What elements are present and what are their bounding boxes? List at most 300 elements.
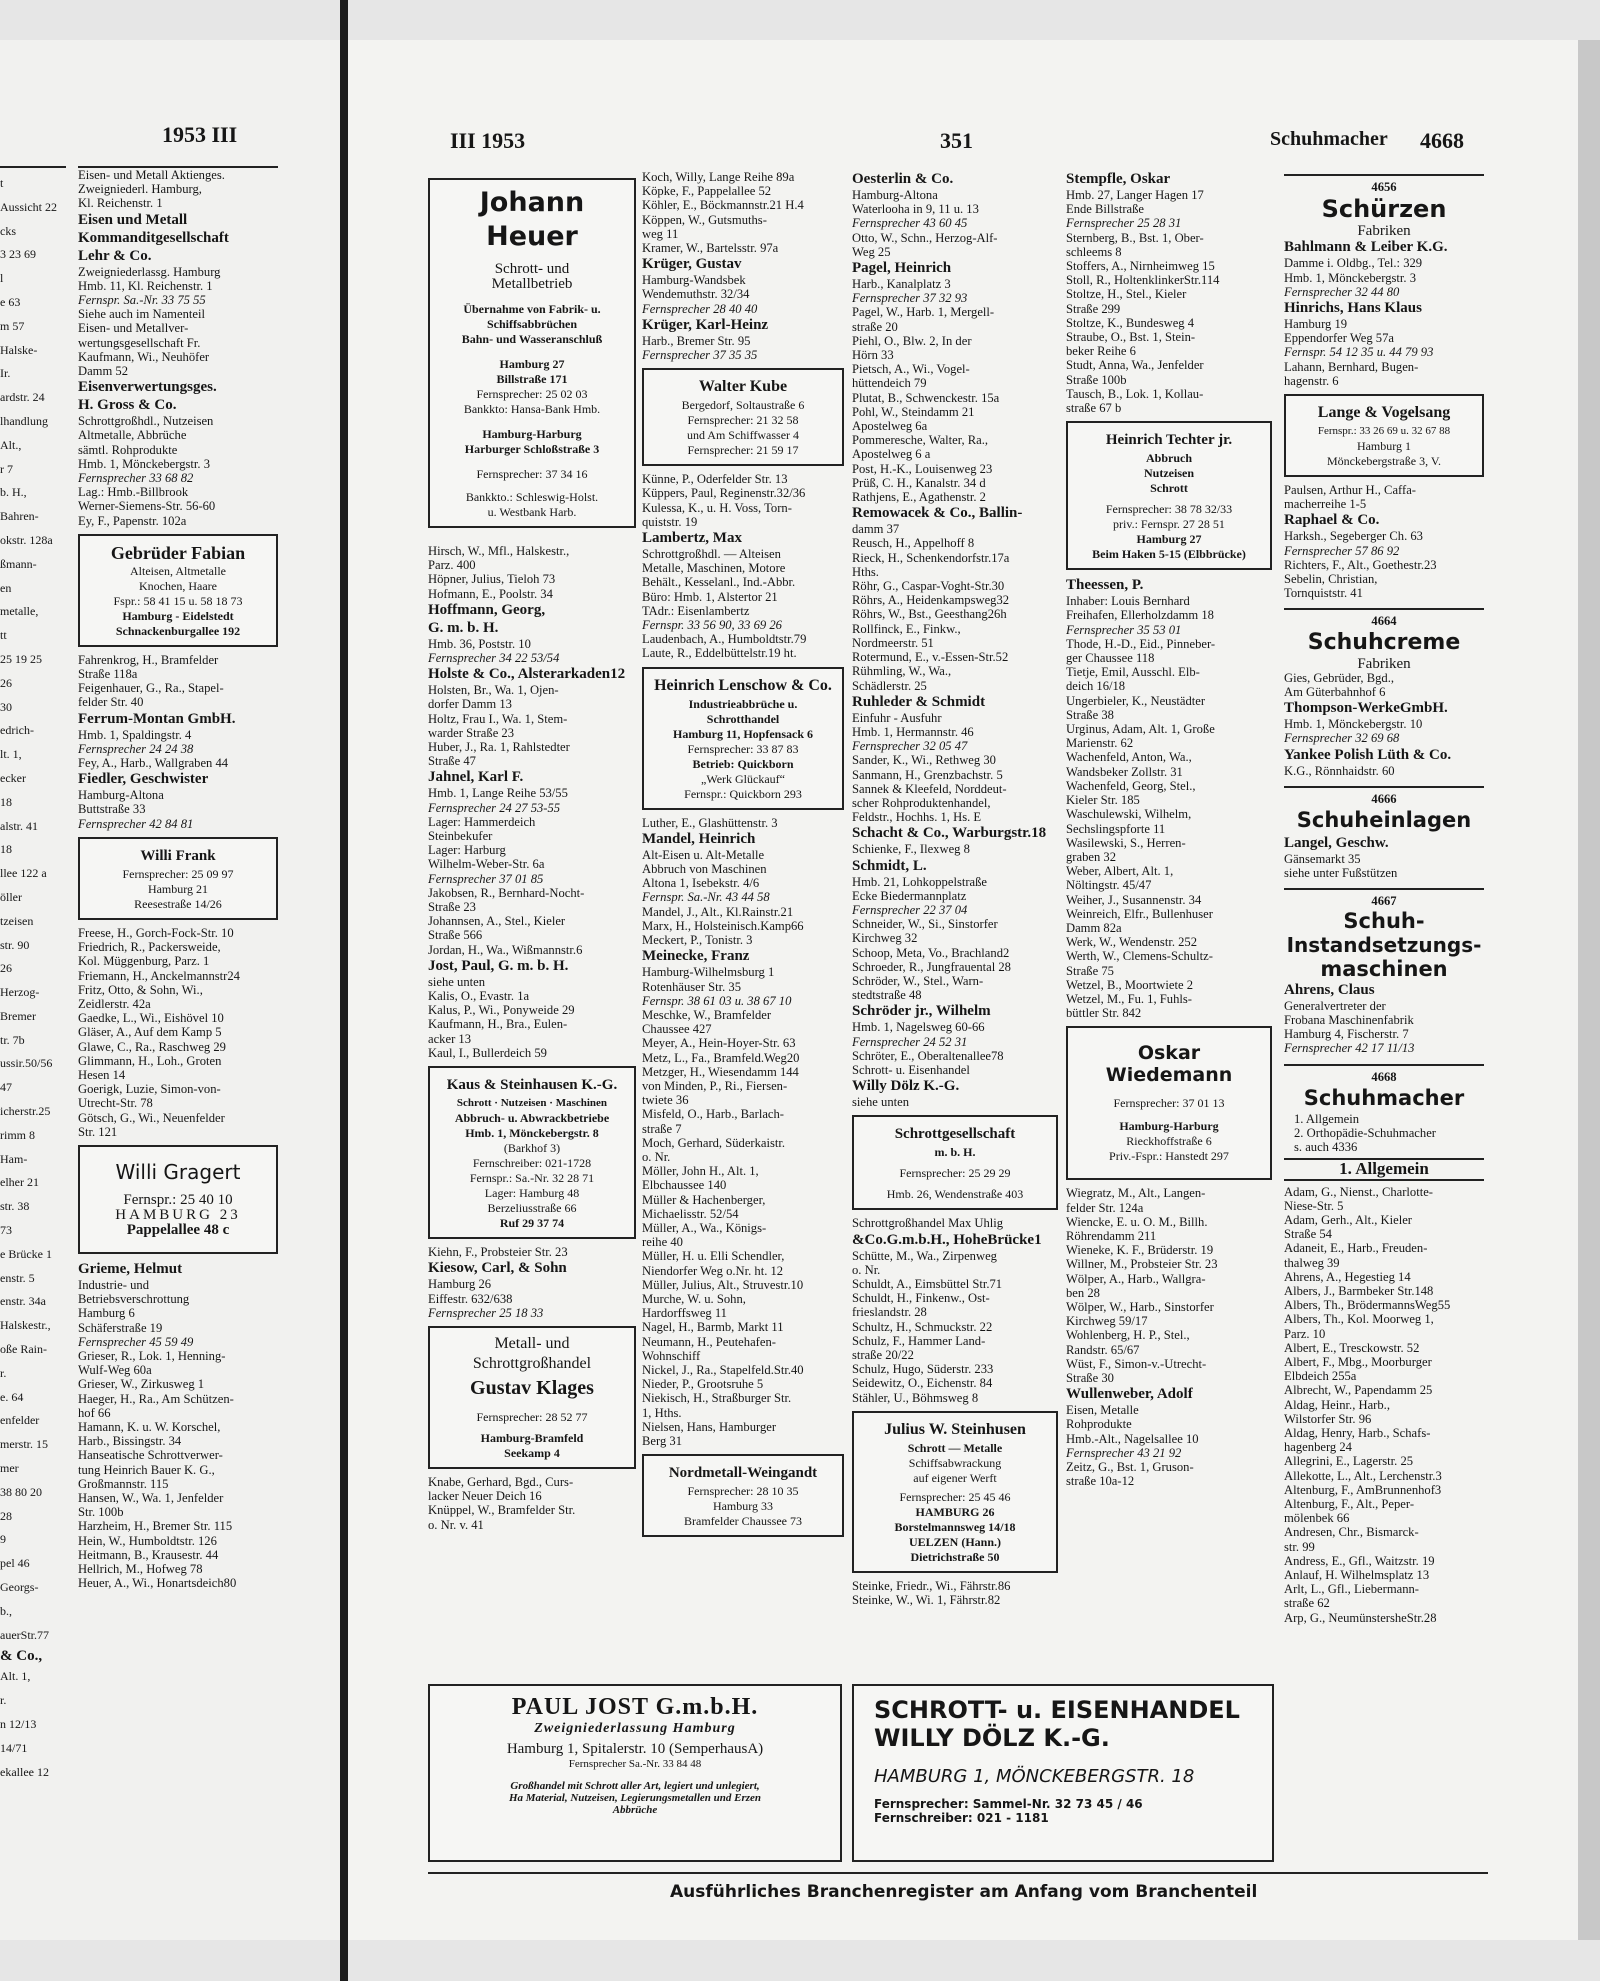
list-item: Gänsemarkt 35	[1284, 852, 1361, 867]
entry-list	[78, 926, 278, 1139]
list-item: Altenburg, F., Alt., Peper-	[1284, 1496, 1415, 1511]
list-item: Heuer, A., Wi., Honartsdeich80	[78, 1576, 237, 1591]
entry-list	[642, 170, 844, 362]
list-item: Meschke, W., Bramfelder	[642, 1007, 772, 1022]
list-item: Hansen, W., Wa. 1, Jenfelder	[78, 1490, 224, 1505]
list-item: Gaedke, L., Wi., Eishövel 10	[78, 1011, 224, 1026]
list-item: & Co.,	[0, 1648, 43, 1665]
list-item: Straße 47	[428, 754, 476, 769]
list-item: Fernspr. 54 12 35 u. 44 79 93	[1284, 345, 1434, 360]
list-item: Parz. 10	[1284, 1326, 1326, 1341]
list-item: Kirchweg 32	[852, 931, 918, 946]
list-item: Inhaber: Louis Bernhard	[1066, 594, 1190, 609]
list-item: r.	[0, 1365, 7, 1380]
list-item: str. 90	[0, 937, 30, 952]
list-item: Weber, Albert, Alt. 1,	[1066, 864, 1174, 879]
list-item: 2. Orthopädie-Schuhmacher	[1294, 1125, 1436, 1140]
list-item: felder Str. 124a	[1066, 1200, 1144, 1215]
list-item: Fernsprecher 32 69 68	[1284, 731, 1400, 746]
ad-johann-heuer: Johann Heuer Schrott- und Metallbetrieb Übernahme von Fabrik- u. Schiffsabbrüchen Bahn- und Wasseranschluß Hamburg 27 Billstraße 171 Fernsprecher: 25 02 03 Bankkto: Hansa-Bank Hmb. Hamburg-Harburg Harburger Schloßstraße 3 Fernsprecher: 37 34 16 Bankkto.: Schleswig-Holst. u. Westbank Harb.	[428, 178, 636, 528]
list-item: hagenberg 24	[1284, 1440, 1352, 1455]
list-item: Pagel, W., Harb. 1, Mergell-	[852, 305, 995, 320]
list-item: Bahlmann & Leiber K.G.	[1284, 239, 1448, 256]
list-item: Halskestr.,	[0, 1318, 51, 1333]
list-item: Tausch, B., Lok. 1, Kollau-	[1066, 386, 1204, 401]
list-item: Fernsprecher 45 59 49	[78, 1334, 194, 1349]
list-item: Rühmling, W., Wa.,	[852, 664, 952, 679]
list-item: Richters, F., Alt., Goethestr.23	[1284, 557, 1437, 572]
list-item: o. Nr. v. 41	[428, 1517, 484, 1532]
list-item: 14/71	[0, 1740, 28, 1755]
list-item: Mandel, J., Alt., Kl.Rainstr.21	[642, 904, 794, 919]
list-item: Hmb. 1, Mönckebergstr. 3	[1284, 270, 1416, 285]
list-item: Kaufmann, H., Bra., Eulen-	[428, 1017, 568, 1032]
entry-list	[78, 168, 278, 528]
list-item: Plutat, B., Schwenckestr. 15a	[852, 390, 1000, 405]
list-item: 28	[0, 1508, 12, 1523]
list-item: Zweigniederlassg. Hamburg	[78, 264, 221, 279]
list-item: 47	[0, 1080, 12, 1095]
list-item: Schäferstraße 19	[78, 1320, 163, 1335]
list-item: Röhrs, W., Bst., Geesthang26h	[852, 607, 1007, 622]
list-item: Hein, W., Humboldtstr. 126	[78, 1533, 217, 1548]
list-item: oße Rain-	[0, 1342, 47, 1357]
list-item: tung Heinrich Bauer K. G.,	[78, 1462, 215, 1477]
list-item: Albert, E., Tresckowstr. 52	[1284, 1340, 1420, 1355]
page-header-number: 4668	[1420, 128, 1464, 153]
list-item: Schrott- u. Eisenhandel	[852, 1062, 970, 1077]
list-item: sämtl. Rohprodukte	[78, 442, 178, 457]
list-item: Zeidlerstr. 42a	[78, 996, 151, 1011]
list-item: Pohl, W., Steindamm 21	[852, 404, 975, 419]
list-item: Fernspr. Sa.-Nr. 33 75 55	[78, 293, 206, 308]
list-item: Fernsprecher 24 24 38	[78, 741, 194, 756]
list-item: Eisen und Metall	[78, 211, 188, 228]
list-item: Sechslingspforte 11	[1066, 821, 1166, 836]
list-item: Ruhleder & Schmidt	[852, 693, 986, 710]
list-item: auerStr.77	[0, 1627, 49, 1642]
list-item: Arlt, L., Gfl., Liebermann-	[1284, 1582, 1419, 1597]
list-item: o. Nr.	[642, 1149, 671, 1164]
list-item: Lambertz, Max	[642, 530, 742, 547]
list-item: Schädlerstr. 25	[852, 678, 927, 693]
entry-list	[1284, 834, 1484, 880]
list-item: enstr. 34a	[0, 1294, 46, 1309]
list-item: Stoffers, A., Nirnheimweg 15	[1066, 259, 1215, 274]
left-column-entries	[78, 168, 278, 1868]
list-item: t	[0, 176, 4, 190]
list-item: Fernsprecher 28 40 40	[642, 301, 758, 316]
list-item: Buttstraße 33	[78, 802, 146, 817]
list-item: TAdr.: Eisenlambertz	[642, 603, 750, 618]
entry-list	[1284, 671, 1484, 778]
list-item: llee 122 a	[0, 866, 47, 881]
list-item: Aldag, Henry, Harb., Schafs-	[1284, 1425, 1431, 1440]
list-item: Glimmann, H., Loh., Groten	[78, 1053, 222, 1068]
list-item: dorfer Damm 13	[428, 697, 512, 712]
list-item: Fernspr. 33 56 90, 33 69 26	[642, 618, 782, 633]
ad-walter-kube: Walter Kube Bergedorf, Soltaustraße 6 Fernsprecher: 21 32 58 und Am Schiffwasser 4 Fernsprecher: 21 59 17	[642, 368, 844, 466]
list-item: Straße 118a	[78, 667, 138, 682]
list-item: Elbdeich 255a	[1284, 1369, 1357, 1384]
list-item: Jakobsen, R., Bernhard-Nocht-	[428, 885, 585, 900]
list-item: Nöltingstr. 45/47	[1066, 878, 1152, 893]
list-item: Kommanditgesellschaft	[78, 229, 229, 246]
list-item: Stoltze, K., Bundesweg 4	[1066, 315, 1195, 330]
list-item: Hmb. 1, Mönckebergstr. 10	[1284, 717, 1423, 732]
list-item: Friemann, H., Anckelmannstr24	[78, 968, 240, 983]
list-item: Metz, L., Fa., Bramfeld.Weg20	[642, 1050, 800, 1065]
list-item: Götsch, G., Wi., Neuenfelder	[78, 1110, 225, 1125]
list-item: okstr. 128a	[0, 532, 53, 547]
list-item: Neumann, H., Peutehafen-	[642, 1334, 776, 1349]
list-item: Aldag, Heinr., Harb.,	[1284, 1397, 1390, 1412]
column-4	[642, 170, 844, 1670]
ad-gebrueder-fabian: Gebrüder Fabian Alteisen, Altmetalle Knochen, Haare Fspr.: 58 41 15 u. 58 18 73 Hamburg - Eidelstedt Schnackenburgallee 192	[78, 534, 278, 647]
list-item: Fernspr. Sa.-Nr. 43 44 58	[642, 890, 770, 905]
ad-gustav-klages: Metall- und Schrottgroßhandel Gustav Klages Fernsprecher: 28 52 77 Hamburg-Bramfeld Seekamp 4	[428, 1326, 636, 1469]
list-item: e 63	[0, 294, 21, 309]
list-item: Thompson-WerkeGmbH.	[1284, 700, 1448, 717]
list-item: Grieme, Helmut	[78, 1260, 183, 1277]
list-item: &Co.G.m.b.H., HoheBrücke1	[852, 1231, 1042, 1248]
section-title: Schuhmacher	[1303, 1085, 1465, 1110]
list-item: Meinecke, Franz	[642, 948, 750, 965]
list-item: Fritz, Otto, & Sohn, Wi.,	[78, 982, 203, 997]
list-item: 25 19 25	[0, 651, 42, 666]
list-item: ger Chaussee 118	[1066, 651, 1155, 666]
list-item: Gies, Gebrüder, Bgd.,	[1284, 670, 1395, 685]
list-item: Büro: Hmb. 1, Alstertor 21	[642, 589, 778, 604]
list-item: Straße 75	[1066, 963, 1114, 978]
list-item: Fernsprecher 37 01 85	[428, 871, 544, 886]
entry-list	[78, 653, 278, 831]
list-item: Elbchaussee 140	[642, 1178, 727, 1193]
section-title: Schuh-	[1343, 908, 1425, 933]
list-item: Rohprodukte	[1066, 1417, 1132, 1432]
entry-list	[852, 170, 1058, 1109]
list-item: Schrottgroßhandel Max Uhlig	[852, 1216, 1004, 1231]
list-item: Kalus, P., Wi., Ponyweide 29	[428, 1003, 575, 1018]
list-item: Straße 30	[1066, 1370, 1114, 1385]
list-item: Fernsprecher 42 17 11/13	[1284, 1041, 1415, 1056]
list-item: Parz. 400	[428, 558, 476, 573]
list-item: Meckert, P., Tonistr. 3	[642, 933, 753, 948]
list-item: mer	[0, 1461, 19, 1476]
entry-list	[852, 1579, 1058, 1607]
list-item: Str. 100b	[78, 1505, 124, 1520]
list-item: Post, H.-K., Louisenweg 23	[852, 461, 993, 476]
list-item: Harb., Bremer Str. 95	[642, 333, 751, 348]
list-item: Piehl, O., Blw. 2, In der	[852, 333, 972, 348]
list-item: Glawe, C., Ra., Raschweg 29	[78, 1039, 226, 1054]
list-item: Herzog-	[0, 985, 40, 1000]
list-item: tzeisen	[0, 913, 34, 928]
list-item: Randstr. 65/67	[1066, 1342, 1140, 1357]
list-item: deich 16/18	[1066, 679, 1126, 694]
list-item: ardstr. 24	[0, 390, 45, 405]
list-item: Hmb. 21, Lohkoppelstraße	[852, 874, 988, 889]
ad-willi-gragert: Willi Gragert Fernspr.: 25 40 10 HAMBURG 23 Pappelallee 48 c	[78, 1145, 278, 1254]
list-item: Raphael & Co.	[1284, 512, 1380, 529]
list-item: Reusch, H., Appelhoff 8	[852, 536, 975, 551]
list-item: siehe unten	[852, 1095, 910, 1110]
page-header-title: Schuhmacher	[1270, 128, 1388, 150]
list-item: Waterlooha in 9, 11 u. 13	[852, 202, 979, 217]
list-item: straße 67 b	[1066, 401, 1122, 416]
list-item: Rotenhäuser Str. 35	[642, 979, 741, 994]
list-item: macherreihe 1-5	[1284, 497, 1367, 512]
list-item: Adaneit, E., Harb., Freuden-	[1284, 1241, 1428, 1256]
entry-list	[1284, 1112, 1484, 1155]
list-item: Fernsprecher 33 68 82	[78, 471, 194, 486]
list-item: weg 11	[642, 226, 679, 241]
list-item: Berg 31	[642, 1434, 682, 1448]
list-item: Harzheim, H., Bremer Str. 115	[78, 1519, 233, 1534]
list-item: tr. 7b	[0, 1032, 25, 1047]
list-item: Alt.,	[0, 437, 22, 452]
list-item: Straße 38	[1066, 707, 1114, 722]
list-item: Schacht & Co., Warburgstr.18	[852, 825, 1047, 842]
list-item: Heitmann, B., Krausestr. 44	[78, 1547, 219, 1562]
list-item: lt. 1,	[0, 747, 22, 762]
list-item: Schneider, W., Si., Sinstorfer	[852, 917, 998, 932]
list-item: Allekotte, L., Alt., Lerchenstr.3	[1284, 1468, 1442, 1483]
list-item: Adam, Gerh., Alt., Kieler	[1284, 1212, 1413, 1227]
list-item: Behält., Kesselanl., Ind.-Abbr.	[642, 575, 796, 590]
list-item: Sternberg, B., Bst. 1, Ober-	[1066, 230, 1204, 245]
list-item: Fernsprecher 25 28 31	[1066, 216, 1182, 231]
list-item: 38 80 20	[0, 1484, 42, 1499]
entry-list	[78, 1260, 278, 1590]
list-item: Ende Billstraße	[1066, 202, 1144, 217]
list-item: damm 37	[852, 522, 900, 537]
list-item: Schulz, Hugo, Süderstr. 233	[852, 1362, 994, 1377]
list-item: Koch, Willy, Lange Reihe 89a	[642, 170, 795, 184]
list-item: Andress, E., Gfl., Waitzstr. 19	[1284, 1553, 1435, 1568]
entry-list	[1066, 170, 1272, 415]
list-item: Andresen, Chr., Bismarck-	[1284, 1525, 1419, 1540]
list-item: Müller, H. u. Elli Schendler,	[642, 1249, 785, 1264]
ad-willi-frank: Willi Frank Fernsprecher: 25 09 97 Hamburg 21 Reesestraße 14/26	[78, 837, 278, 920]
ad-kaus-steinhausen: Kaus & Steinhausen K.-G. Schrott · Nutzeisen · Maschinen Abbruch- u. Abwrackbetriebe Hmb. 1, Mönckebergstr. 8 (Barkhof 3) Fernschreiber: 021-1728 Fernspr.: Sa.-Nr. 32 28 71 Lager: Hamburg 48 Berzeliusstraße 66 Ruf 29 37 74	[428, 1066, 636, 1239]
list-item: Schrottgroßhdl. — Alteisen	[642, 547, 781, 562]
list-item: Wandsbeker Zollstr. 31	[1066, 764, 1183, 779]
column-7: 4656 Schürzen Fabriken Bahlmann & Leiber K.G. Damme i. Oldbg., Tel.: 329 Hmb. 1, Mönckebergstr. 3 Fernsprecher 32 44 80 Hinrichs, Hans Klaus Hamburg 19 Eppendorfer Weg 57a Fernspr. 54 12 35 u. 44 79 93 Lahann, Bernhard, Bugen- hagenstr. 6 Lange & Vogelsang Fernspr.: 33 26 69 u. 32 67 88 Hamburg 1 Mönckebergstraße 3, V. Paulsen, Arthur H., Caffa- macherreihe 1-5 Raphael & Co. Harksh., Segeberger Ch. 63 Fernsprecher 57 86 92 Richters, F., Alt., Goethestr.23 Sebelin, Christian, Tornquiststr. 41 4664 Schuhcreme Fabriken Gies, Gebrüder, Bgd., Am Güterbahnhof 6 Thompson-WerkeGmbH. Hmb. 1, Mönckebergstr. 10 Fernsprecher 32 69 68 Yankee Polish Lüth & Co. K.G., Rönnhaidstr. 60 4666 Schuheinlagen Langel, Geschw. Gänsemarkt 35 siehe unter Fußstützen 4667 Schuh- Instandsetzungs- maschinen Ahrens, Claus Generalvertreter der Frobana Maschinenfabrik Hamburg 4, Fischerstr. 7 Fernsprecher 42 17 11/13 4668 Schuhmacher 1. Allgemein 2. Orthopädie-Schuhmacher s. auch 4336 1. Allgemein Adam, G., Nienst., Charlotte- Niese-Str. 5 Adam, Gerh., Alt., Kieler Straße 54 Adaneit, E., Harb., Freuden- thalweg 39 Ahrens, A., Hegestieg 14 Albers, J., Barmbeker Str.148 Albers, Th., BrödermannsWeg55 Albers, Th., Kol. Moorweg 1, Parz. 10 Albert, E., Tresckowstr. 52 Albert, F., Mbg., Moorburger Elbdeich 255a Albrecht, W., Papendamm 25 Aldag, Heinr., Harb., Wilstorfer Str. 96 Aldag, Henry, Harb., Schafs- hagenberg 24 Allegrini, E., Lagerstr. 25 Allekotte, L., Alt., Lerchenstr.3 Altenburg, F., AmBrunnenhof3 Altenburg, F., Alt., Peper- mölenbek 66 Andresen, Chr., Bismarck- str. 99 Andress, E., Gfl., Waitzstr. 19 Anlauf, H. Wilhelmsplatz 13 Arlt, L., Gfl., Liebermann- straße 62 Arp, G., NeumünstersheStr.28	[1284, 170, 1484, 1875]
list-item: 26	[0, 961, 12, 976]
list-item: Sander, K., Wi., Rethweg 30	[852, 753, 996, 768]
list-item: str. 38	[0, 1199, 30, 1214]
list-item: Hmb. 11, Kl. Reichenstr. 1	[78, 278, 213, 293]
list-item: Zweigniederl. Hamburg,	[78, 182, 202, 197]
list-item: Jost, Paul, G. m. b. H.	[428, 957, 569, 974]
list-item: Fernsprecher 43 21 92	[1066, 1445, 1182, 1460]
list-item: thalweg 39	[1284, 1255, 1340, 1270]
list-item: Aussicht 22	[0, 199, 57, 214]
list-item: Hmb.-Alt., Nagelsallee 10	[1066, 1431, 1199, 1446]
list-item: alstr. 41	[0, 818, 38, 833]
page-number: 351	[940, 128, 973, 153]
list-item: Fernsprecher 57 86 92	[1284, 543, 1400, 558]
list-item: Steinke, W., Wi. 1, Fährstr.82	[852, 1593, 1001, 1608]
list-item: Fernsprecher 37 35 35	[642, 348, 758, 363]
list-item: Tornquiststr. 41	[1284, 586, 1363, 601]
list-item: Niendorfer Weg o.Nr. ht. 12	[642, 1263, 784, 1278]
ad-willy-doelz: SCHROTT- u. EISENHANDEL WILLY DÖLZ K.-G. HAMBURG 1, MÖNCKEBERGSTR. 18 Fernsprecher: Sammel-Nr. 32 73 45 / 46 Fernschreiber: 021 - 1181	[852, 1684, 1274, 1862]
list-item: Wüst, F., Simon-v.-Utrecht-	[1066, 1356, 1207, 1371]
list-item: elher 21	[0, 1175, 39, 1190]
list-item: hagenstr. 6	[1284, 373, 1339, 388]
list-item: scher Rohproduktenhandel,	[852, 795, 991, 810]
list-item: Hamburg 6	[78, 1306, 135, 1321]
list-item: Kirchweg 59/17	[1066, 1314, 1148, 1329]
list-item: Albers, Th., Kol. Moorweg 1,	[1284, 1312, 1434, 1327]
list-item: Laudenbach, A., Humboldtstr.79	[642, 632, 807, 647]
list-item: Köhler, E., Böckmannstr.21 H.4	[642, 198, 804, 213]
list-item: Marx, H., Holsteinisch.Kamp66	[642, 918, 804, 933]
list-item: icherstr.25	[0, 1104, 51, 1119]
list-item: Köpke, F., Pappelallee 52	[642, 184, 772, 199]
list-item: Altona 1, Isebekstr. 4/6	[642, 876, 760, 891]
list-item: 73	[0, 1223, 12, 1238]
list-item: Weinreich, Elfr., Bullenhuser	[1066, 906, 1213, 921]
left-column-fragment	[0, 172, 66, 1872]
list-item: lhandlung	[0, 413, 48, 428]
list-item: Kramer, W., Bartelsstr. 97a	[642, 241, 779, 256]
list-item: n 12/13	[0, 1717, 37, 1731]
list-item: Wetzel, M., Fu. 1, Fuhls-	[1066, 991, 1192, 1006]
list-item: Alt. 1,	[0, 1669, 31, 1684]
list-item: 18	[0, 842, 12, 857]
footer-note: Ausführliches Branchenregister am Anfang vom Branchenteil	[670, 1882, 1258, 1902]
list-item: Fernsprecher 34 22 53/54	[428, 651, 560, 666]
list-item: Fernsprecher 35 53 01	[1066, 622, 1182, 637]
list-item: Weiher, J., Susannenstr. 34	[1066, 892, 1202, 907]
list-item: Röhrs, A., Heidenkampsweg32	[852, 593, 1010, 608]
list-item: Eiffestr. 632/638	[428, 1291, 513, 1306]
list-item: Harb., Bissingstr. 34	[78, 1434, 182, 1449]
list-item: Yankee Polish Lüth & Co.	[1284, 746, 1452, 763]
list-item: Schienke, F., Ilexweg 8	[852, 842, 970, 857]
section-number: 4656	[1371, 180, 1397, 194]
column-5	[852, 170, 1058, 1670]
list-item: büttler Str. 842	[1066, 1006, 1142, 1021]
list-item: Schuldt, A., Eimsbüttel Str.71	[852, 1276, 1003, 1291]
list-item: Fernspr. 38 61 03 u. 38 67 10	[642, 993, 792, 1008]
list-item: reihe 40	[642, 1235, 683, 1250]
list-item: o. Nr.	[852, 1262, 881, 1277]
list-item: Schroeder, R., Jungfrauental 28	[852, 959, 1011, 974]
list-item: Schultz, H., Schmuckstr. 22	[852, 1319, 993, 1334]
entry-list	[852, 1216, 1058, 1404]
entry-list	[1066, 576, 1272, 1020]
list-item: Werth, W., Clemens-Schultz-	[1066, 949, 1213, 964]
list-item: Stempfle, Oskar	[1066, 171, 1171, 187]
list-item: Rollfinck, E., Finkw.,	[852, 621, 961, 636]
list-item: Hamburg-Wandsbek	[642, 273, 746, 288]
entry-list	[428, 1475, 636, 1532]
section-title: Schuheinlagen	[1296, 808, 1472, 833]
list-item: 1, Hths.	[642, 1405, 682, 1420]
list-item: Wachenfeld, Anton, Wa.,	[1066, 750, 1192, 765]
list-item: Langel, Geschw.	[1284, 835, 1389, 852]
list-item: Laute, R., Eddelbüttelstr.19 ht.	[642, 646, 797, 661]
list-item: Ham-	[0, 1151, 28, 1166]
list-item: straße 62	[1284, 1596, 1330, 1611]
list-item: hüttendeich 79	[852, 376, 927, 391]
list-item: rimm 8	[0, 1127, 35, 1142]
list-item: Möller, John H., Alt. 1,	[642, 1164, 759, 1179]
list-item: Waschulewski, Wilhelm,	[1066, 807, 1192, 822]
list-item: Hamburg-Wilhelmsburg 1	[642, 965, 775, 980]
list-item: Hamburg 26	[428, 1277, 492, 1292]
list-item: Freihafen, Ellerholzdamm 18	[1066, 608, 1214, 623]
list-item: von Minden, P., Ri., Fiersen-	[642, 1078, 788, 1093]
list-item: Hinrichs, Hans Klaus	[1284, 300, 1422, 317]
list-item: Anlauf, H. Wilhelmsplatz 13	[1284, 1568, 1430, 1582]
entry-list	[1284, 483, 1484, 600]
list-item: Metzger, H., Wiesendamm 144	[642, 1064, 799, 1079]
list-item: Jahnel, Karl F.	[428, 769, 524, 786]
entry-list	[1066, 1186, 1272, 1488]
list-item: Kaufmann, Wi., Neuhöfer	[78, 349, 210, 364]
list-item: Otto, W., Schn., Herzog-Alf-	[852, 230, 998, 245]
entry-list	[428, 544, 636, 1060]
list-item: Str. 121	[78, 1124, 118, 1139]
list-item: Chaussee 427	[642, 1022, 712, 1037]
list-item: straße 20	[852, 319, 898, 334]
entry-list	[428, 1245, 636, 1320]
list-item: Paulsen, Arthur H., Caffa-	[1284, 483, 1416, 498]
list-item: Hamburg 19	[1284, 317, 1348, 332]
list-item: Tietje, Emil, Ausschl. Elb-	[1066, 665, 1200, 680]
list-item: Lager: Hammerdeich	[428, 814, 536, 829]
list-item: Wölper, W., Harb., Sinstorfer	[1066, 1299, 1214, 1314]
list-item: Apostelweg 6 a	[852, 447, 931, 462]
list-item: Eisen- und Metallver-	[78, 321, 189, 336]
list-item: s. auch 4336	[1294, 1140, 1358, 1155]
list-item: Großmannstr. 115	[78, 1476, 169, 1491]
list-item: Frobana Maschinenfabrik	[1284, 1012, 1414, 1027]
list-item: Siehe auch im Namenteil	[78, 307, 205, 322]
list-item: Ey, F., Papenstr. 102a	[78, 513, 187, 528]
list-item: Kl. Reichenstr. 1	[78, 196, 163, 211]
list-item: wertungsgesellschaft Fr.	[78, 335, 201, 350]
list-item: Nieder, P., Grootsruhe 5	[642, 1377, 764, 1392]
list-item: Krüger, Gustav	[642, 256, 742, 273]
list-item: 18	[0, 794, 12, 809]
list-item: Nordmeerstr. 51	[852, 635, 934, 650]
list-item: Hmb. 1, Nagelsweg 60-66	[852, 1020, 985, 1035]
list-item: Wohnschiff	[642, 1348, 701, 1363]
list-item: Straße 566	[428, 928, 483, 943]
list-item: r.	[0, 1693, 7, 1708]
section-number: 4668	[1371, 1069, 1397, 1084]
list-item: 26	[0, 675, 12, 690]
list-item: Feldstr., Hochhs. 1, Hs. E	[852, 810, 982, 825]
list-item: Grieser, R., Lok. 1, Henning-	[78, 1348, 226, 1363]
list-item: Stoll, R., HoltenklinkerStr.114	[1066, 273, 1220, 288]
list-item: pel 46	[0, 1556, 30, 1571]
list-item: Weg 25	[852, 244, 891, 259]
column-3	[428, 170, 636, 1670]
list-item: Ahrens, A., Hegestieg 14	[1284, 1269, 1411, 1284]
list-item: ekallee 12	[0, 1764, 49, 1779]
list-item: Lag.: Hmb.-Billbrook	[78, 485, 189, 500]
list-item: l	[0, 271, 4, 286]
list-item: Eisen, Metalle	[1066, 1403, 1139, 1418]
section-title: Schuhcreme	[1307, 629, 1461, 655]
